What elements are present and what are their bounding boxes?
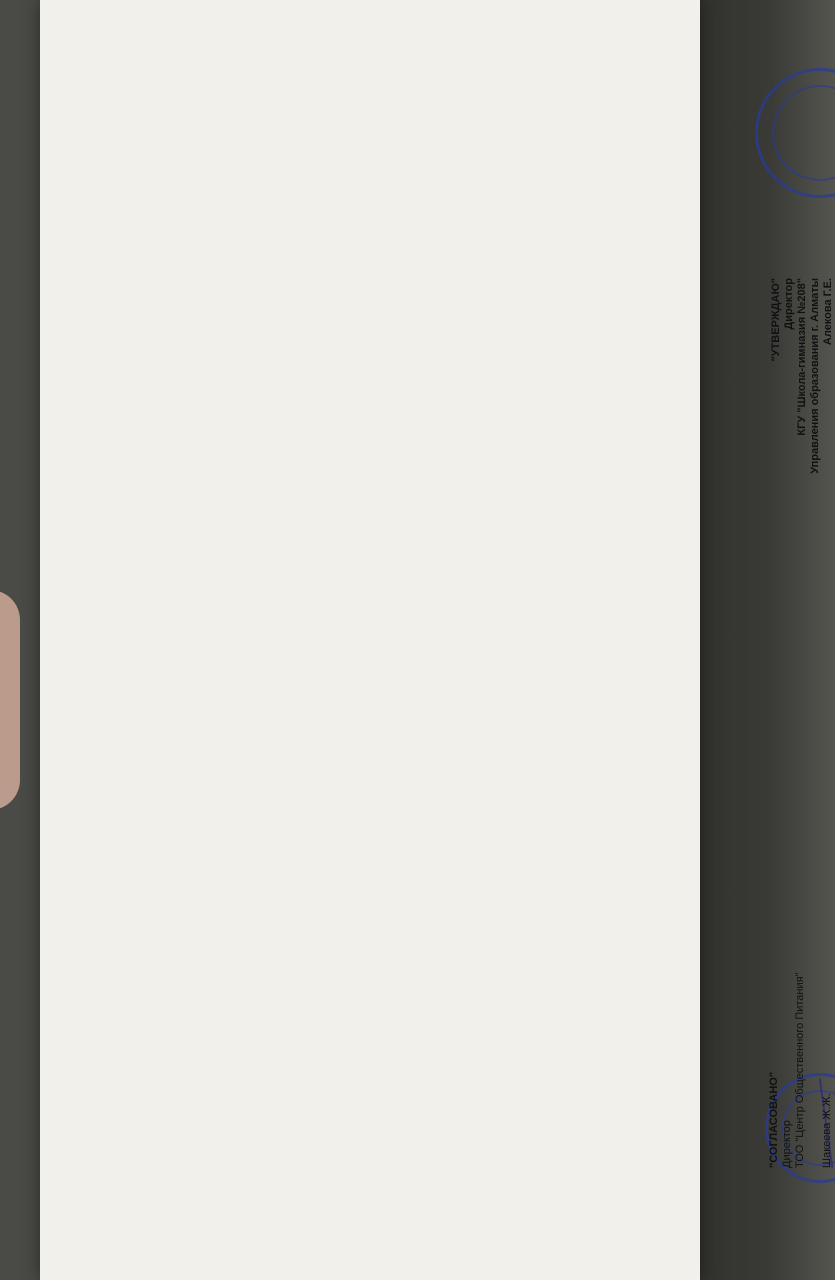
approval-left-org: ТОО "Центр Общественного Питания" [794,972,806,1168]
approval-right-dept: Управления образования г. Алматы [809,278,821,474]
approval-right-name: Алекова Г.Е. [822,278,834,346]
document-content [730,18,835,1278]
finger [0,590,20,810]
approval-left-heading: "СОГЛАСОВАНО" [768,1071,780,1168]
stamp-right [755,68,835,198]
approval-right [770,278,835,474]
approval-right-position: Директор [783,278,795,330]
approval-left [768,973,834,1169]
approval-left-position: Директор [781,1120,793,1168]
approval-right-org: КГУ "Школа-гимназия №208" [796,278,808,436]
approval-right-heading: "УТВЕРЖДАЮ" [770,278,782,362]
paper-sheet [40,0,834,1280]
approval-left-name: Шакеева Ж.Ж. [821,1093,833,1168]
